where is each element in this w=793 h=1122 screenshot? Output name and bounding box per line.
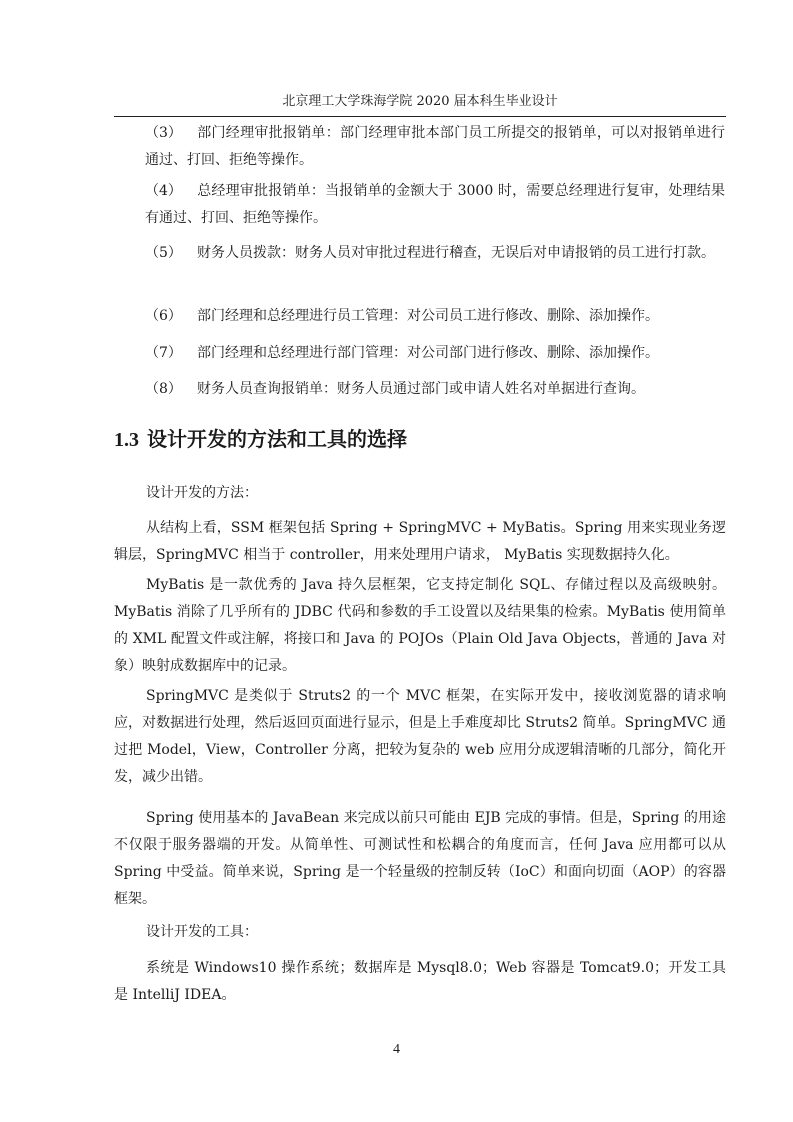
- paragraph: SpringMVC 是类似于 Struts2 的一个 MVC 框架，在实际开发中，接收浏览器的请求响应，对数据进行处理，然后返回页面进行显示，但是上手难度却比 Struts2 简单。SpringMVC 通过把 Model，View，Controller 分离，把较为复杂的 web 应用分成逻辑清晰的几部分，简化开发，减少出错。: [114, 688, 726, 785]
- list-item-number: （7）: [145, 345, 182, 361]
- list-item-number: （6）: [145, 308, 182, 324]
- paragraph: 系统是 Windows10 操作系统；数据库是 Mysql8.0；Web 容器是 Tomcat9.0；开发工具是 IntelliJ IDEA。: [114, 960, 726, 1003]
- list-item-text: 部门经理和总经理进行部门管理：对公司部门进行修改、删除、添加操作。: [197, 345, 659, 361]
- page-header: [114, 92, 726, 117]
- list-item-text: 部门经理和总经理进行员工管理：对公司员工进行修改、删除、添加操作。: [197, 308, 659, 324]
- page-number: 4: [393, 1042, 400, 1057]
- section-title: 设计开发的方法和工具的选择: [147, 427, 407, 451]
- list-item: [145, 240, 725, 267]
- list-item-text: 总经理审批报销单：当报销单的金额大于 3000 时，需要总经理进行复审，处理结果有通过、打回、拒绝等操作。: [145, 183, 725, 226]
- paragraph: MyBatis 是一款优秀的 Java 持久层框架，它支持定制化 SQL、存储过程以及高级映射。MyBatis 消除了几乎所有的 JDBC 代码和参数的手工设置以及结果集的检索。MyBatis 使用简单的 XML 配置文件或注解，将接口和 Java 的 POJOs（Plain Old Java Objects，普通的 Java 对象）映射成数据库中的记录。: [114, 577, 726, 674]
- paragraph: Spring 使用基本的 JavaBean 来完成以前只可能由 EJB 完成的事情。但是，Spring 的用途不仅限于服务器端的开发。从简单性、可测试性和松耦合的角度而言，任何 Java 应用都可以从 Spring 中受益。简单来说，Spring 是一个轻量级的控制反转（IoC）和面向切面（AOP）的容器框架。: [114, 810, 726, 907]
- list-item-number: （3）: [145, 125, 182, 141]
- paragraph: 从结构上看，SSM 框架包括 Spring + SpringMVC + MyBatis。Spring 用来实现业务逻辑层，SpringMVC 相当于 controller，用来处理用户请求， MyBatis 实现数据持久化。: [114, 520, 726, 563]
- section-heading: [114, 424, 407, 455]
- header-title: 北京理工大学珠海学院 2020 届本科生毕业设计: [282, 94, 558, 109]
- list-item: [145, 178, 725, 232]
- list-item-text: 部门经理审批报销单：部门经理审批本部门员工所提交的报销单，可以对报销单进行通过、打回、拒绝等操作。: [145, 125, 725, 168]
- paragraph: 设计开发的方法：: [146, 485, 258, 501]
- list-item: [145, 376, 725, 403]
- list-item-number: （5）: [145, 245, 182, 261]
- list-item-text: 财务人员查询报销单：财务人员通过部门或申请人姓名对单据进行查询。: [197, 381, 645, 397]
- list-item-text: 财务人员拨款：财务人员对审批过程进行稽查，无误后对申请报销的员工进行打款。: [197, 245, 715, 261]
- list-item-number: （8）: [145, 381, 182, 397]
- list-item: [145, 340, 725, 367]
- section-number: 1.3: [114, 429, 139, 451]
- paragraph: 设计开发的工具：: [146, 924, 258, 940]
- list-item: [145, 303, 725, 330]
- list-item: [145, 120, 725, 174]
- list-item-number: （4）: [145, 183, 182, 199]
